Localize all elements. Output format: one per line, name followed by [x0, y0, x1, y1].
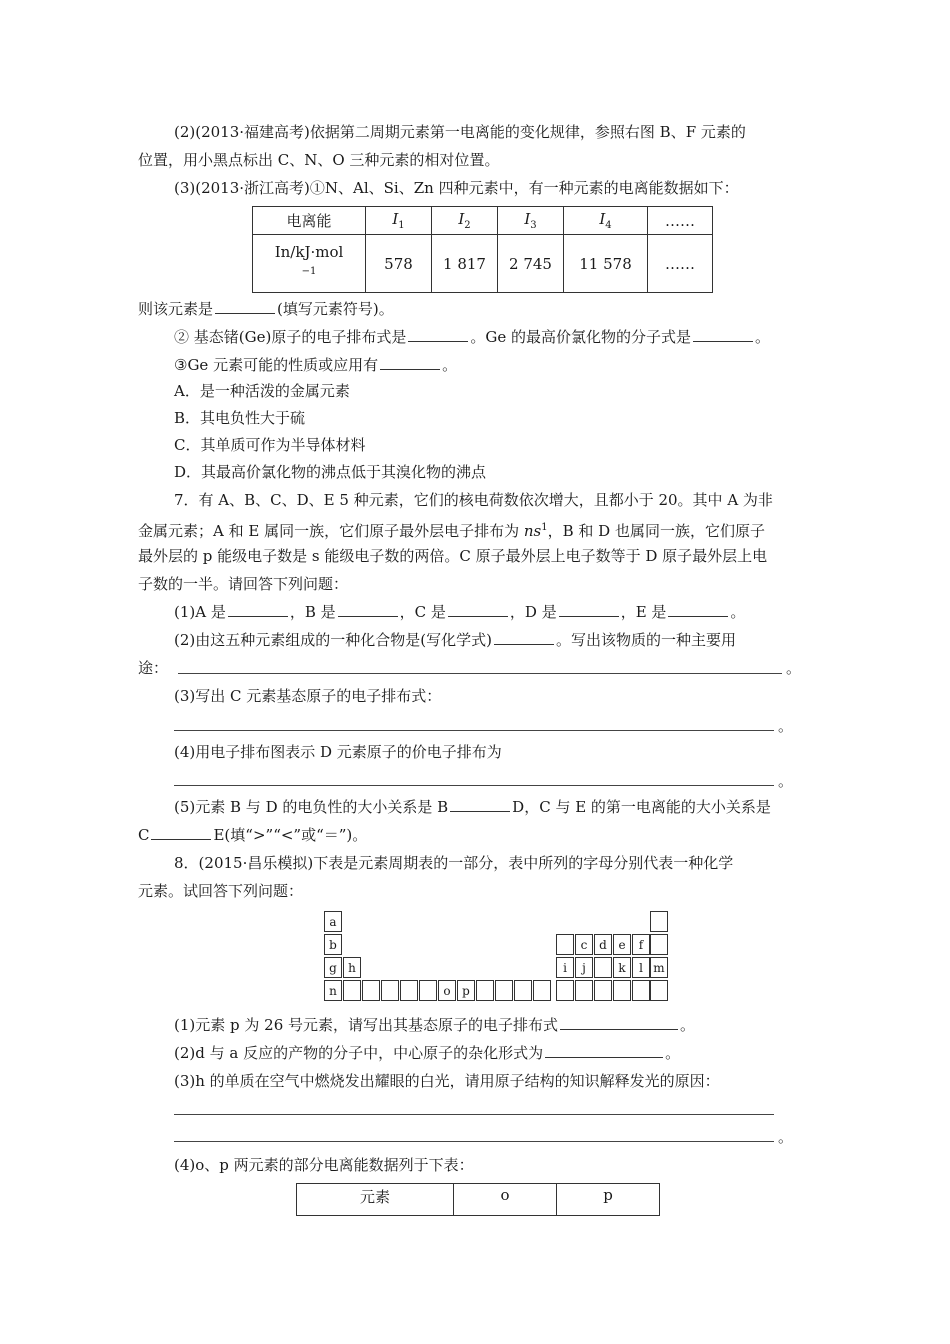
answer-blank[interactable]	[151, 825, 211, 840]
pt-cell-g: g	[324, 957, 342, 978]
period: 。	[778, 772, 794, 790]
pt-cell	[650, 911, 668, 932]
answer-blank[interactable]	[338, 602, 398, 617]
q7-sub5-line1: (5)元素 B 与 D 的电负性的大小关系是 B D，C 与 E 的第一电离能的大小关系是	[174, 798, 771, 816]
answer-blank[interactable]	[545, 1043, 663, 1058]
answer-line[interactable]	[174, 785, 774, 786]
pt-cell	[613, 980, 631, 1001]
q6-part3-2: ② 基态锗(Ge)原子的电子排布式是 。Ge 的最高价氯化物的分子式是 。	[174, 328, 770, 346]
q8-line1: 8．(2015·昌乐模拟)下表是元素周期表的一部分，表中所列的字母分别代表一种化学	[174, 854, 734, 872]
answer-line[interactable]	[174, 730, 774, 731]
q6-part3-line1: (3)(2013·浙江高考)①N、Al、Si、Zn 四种元素中，有一种元素的电离能数据如下：	[174, 179, 739, 197]
pt-cell	[594, 980, 612, 1001]
table-header-cell: $I_4$	[564, 207, 648, 235]
pt-cell-k: k	[613, 957, 631, 978]
q7-line3: 最外层的 p 能级电子数是 s 能级电子数的两倍。C 原子最外层上电子数等于 D 原子最外层上电	[138, 547, 768, 565]
pt-cell-m: m	[650, 957, 668, 978]
pt-cell-l: l	[632, 957, 650, 978]
pt-cell	[343, 980, 361, 1001]
pt-cell-n: n	[324, 980, 342, 1001]
answer-blank[interactable]	[450, 797, 510, 812]
pt-cell	[381, 980, 399, 1001]
q7-sub4: (4)用电子排布图表示 D 元素原子的价电子排布为	[174, 743, 502, 761]
table-header-cell: $I_3$	[498, 207, 564, 235]
pt-cell	[650, 934, 668, 955]
q8-sub4: (4)o、p 两元素的部分电离能数据列于下表：	[174, 1156, 474, 1174]
answer-line[interactable]	[174, 1114, 774, 1115]
answer-line[interactable]	[178, 673, 782, 674]
table-header-cell: o	[454, 1184, 557, 1216]
pt-cell	[362, 980, 380, 1001]
answer-blank[interactable]	[668, 602, 728, 617]
pt-cell	[632, 980, 650, 1001]
q7-line4: 子数的一半。请回答下列问题：	[138, 575, 349, 593]
pt-cell	[556, 980, 574, 1001]
option-a: A．是一种活泼的金属元素	[174, 382, 350, 400]
pt-cell	[419, 980, 437, 1001]
option-c: C．其单质可作为半导体材料	[174, 436, 366, 454]
q7-sub5-line2: C E(填“>”“<”或“＝”)。	[138, 826, 368, 844]
q8-sub1: (1)元素 p 为 26 号元素，请写出其基态原子的电子排布式 。	[174, 1016, 696, 1034]
pt-cell-d: d	[594, 934, 612, 955]
answer-blank[interactable]	[380, 355, 440, 370]
answer-blank[interactable]	[228, 602, 288, 617]
q6-part2-line1: (2)(2013·福建高考)依据第二周期元素第一电离能的变化规律，参照右图 B、F 元素的	[174, 123, 746, 141]
table-header-cell: 电离能	[253, 207, 366, 235]
option-b: B．其电负性大于硫	[174, 409, 306, 427]
answer-blank[interactable]	[559, 602, 619, 617]
answer-blank[interactable]	[448, 602, 508, 617]
q7-line2: 金属元素；A 和 E 属同一族，它们原子最外层电子排布为 $ns^1$，B 和 D 也属同一族，它们原子	[138, 522, 765, 540]
pt-cell-c: c	[575, 934, 593, 955]
q7-sub3: (3)写出 C 元素基态原子的电子排布式：	[174, 687, 442, 705]
pt-cell	[476, 980, 494, 1001]
q7-sub2-line1: (2)由这五种元素组成的一种化合物是(写化学式) 。写出该物质的一种主要用	[174, 631, 736, 649]
pt-cell	[514, 980, 532, 1001]
pt-cell-i: i	[556, 957, 574, 978]
table-cell: 578	[366, 235, 432, 293]
pt-cell-a: a	[324, 911, 342, 932]
pt-cell	[575, 980, 593, 1001]
pt-cell-b: b	[324, 934, 342, 955]
table-cell: 2 745	[498, 235, 564, 293]
table-cell: 1 817	[432, 235, 498, 293]
q8-sub2: (2)d 与 a 反应的产物的分子中，中心原子的杂化形式为 。	[174, 1044, 681, 1062]
pt-cell-p: p	[457, 980, 475, 1001]
answer-blank[interactable]	[693, 327, 753, 342]
answer-blank[interactable]	[408, 327, 468, 342]
pt-cell	[400, 980, 418, 1001]
q6-part3-3: ③Ge 元素可能的性质或应用有 。	[174, 356, 458, 374]
option-d: D．其最高价氯化物的沸点低于其溴化物的沸点	[174, 463, 487, 481]
table-header-cell: $I_1$	[366, 207, 432, 235]
table-header-cell: 元素	[297, 1184, 454, 1216]
ionization-energy-table	[252, 206, 713, 293]
pt-cell-e: e	[613, 934, 631, 955]
answer-blank[interactable]	[494, 630, 554, 645]
period: 。	[778, 717, 794, 735]
pt-cell	[495, 980, 513, 1001]
answer-line[interactable]	[174, 1141, 774, 1142]
pt-cell	[556, 934, 574, 955]
pt-cell	[594, 957, 612, 978]
q7-sub1: (1)A 是 ，B 是 ，C 是 ，D 是 ，E 是 。	[174, 603, 746, 621]
pt-cell-j: j	[575, 957, 593, 978]
pt-cell	[650, 980, 668, 1001]
q7-sub2-line2: 途：	[138, 659, 169, 677]
table-cell: 11 578	[564, 235, 648, 293]
period: 。	[786, 659, 802, 677]
q6-part3-answer-line: 则该元素是 (填写元素符号)。	[138, 300, 394, 318]
table-row-label: In/kJ·mol $^{-1}$	[253, 235, 366, 293]
period: 。	[778, 1128, 794, 1146]
q7-line1: 7．有 A、B、C、D、E 5 种元素，它们的核电荷数依次增大，且都小于 20。其中 A 为非	[174, 491, 773, 509]
q8-sub3: (3)h 的单质在空气中燃烧发出耀眼的白光，请用原子结构的知识解释发光的原因：	[174, 1072, 720, 1090]
table-header-cell: ……	[648, 207, 713, 235]
pt-cell-o: o	[438, 980, 456, 1001]
pt-cell	[533, 980, 551, 1001]
table-header-cell: $I_2$	[432, 207, 498, 235]
table-header-cell: p	[557, 1184, 660, 1216]
answer-blank[interactable]	[215, 299, 275, 314]
ionization-data-table	[296, 1183, 660, 1216]
table-cell: ……	[648, 235, 713, 293]
answer-blank[interactable]	[560, 1015, 678, 1030]
pt-cell-f: f	[632, 934, 650, 955]
q6-part2-line2: 位置，用小黑点标出 C、N、O 三种元素的相对位置。	[138, 151, 500, 169]
q8-line2: 元素。试回答下列问题：	[138, 882, 304, 900]
pt-cell-h: h	[343, 957, 361, 978]
